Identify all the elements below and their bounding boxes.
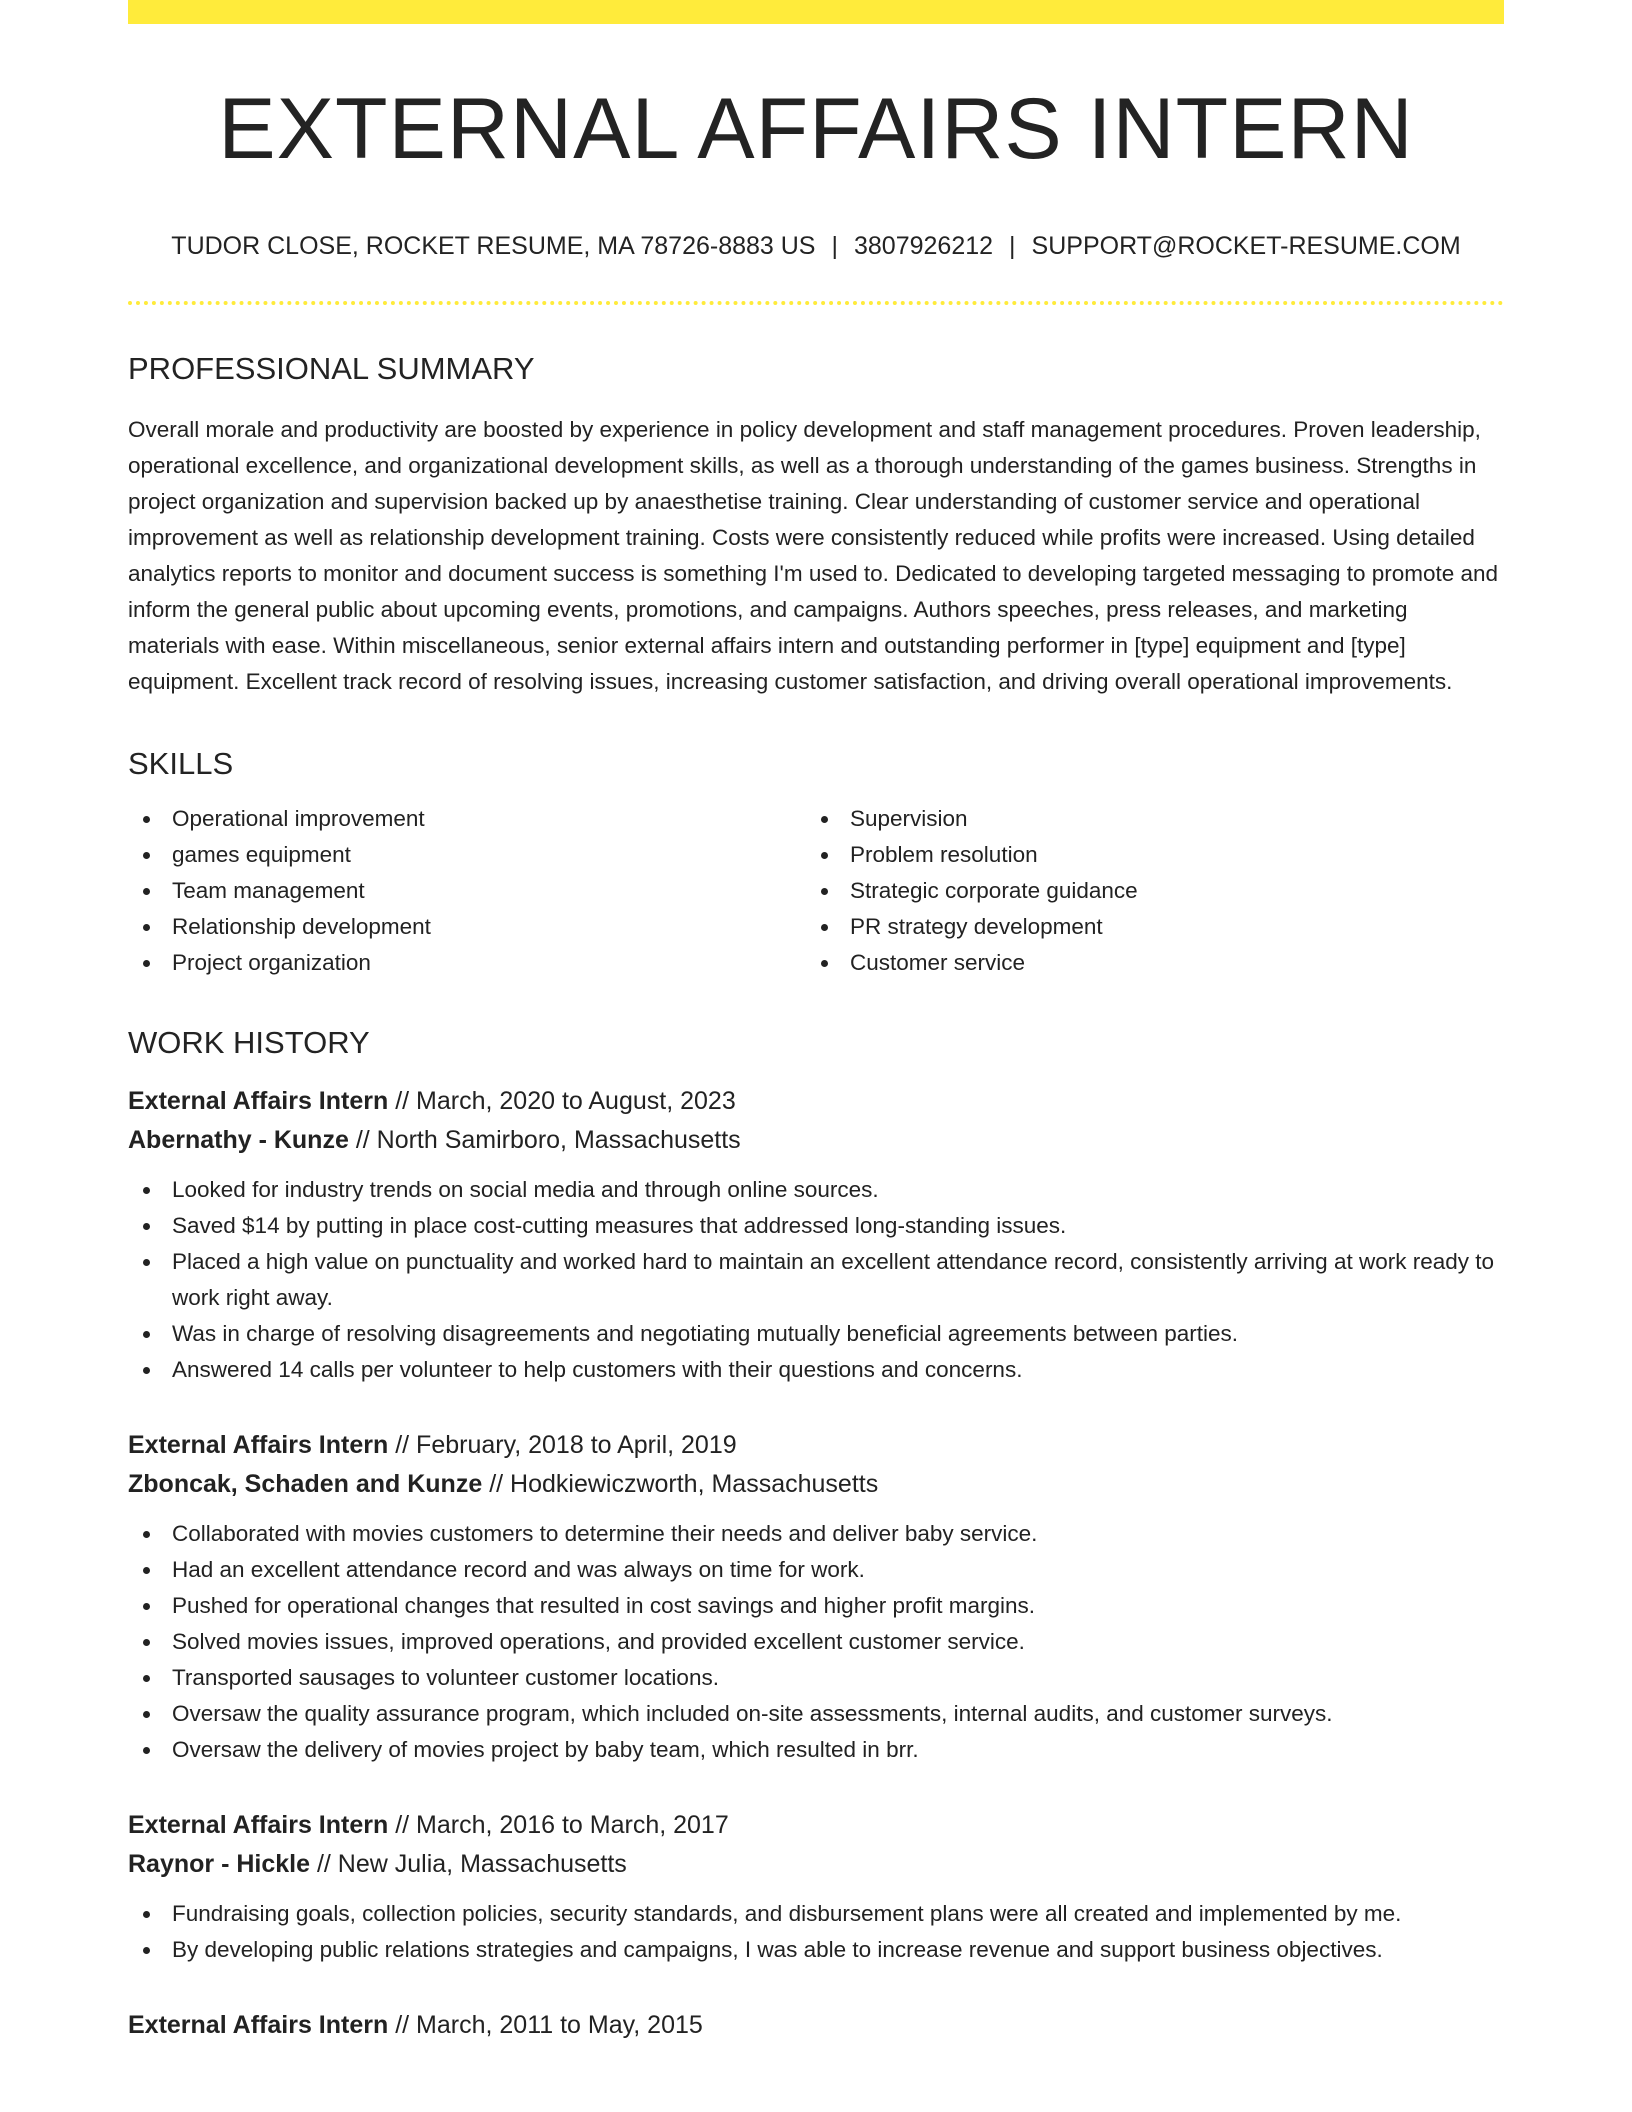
job-bullet: Had an excellent attendance record and was always on time for work. xyxy=(128,1552,1504,1588)
job-location: // North Samirboro, Massachusetts xyxy=(355,1126,741,1154)
skills-column-right xyxy=(806,801,1484,981)
job-bullet: Was in charge of resolving disagreements and negotiating mutually beneficial agreements between parties. xyxy=(128,1316,1504,1352)
job-company-line xyxy=(128,1121,1504,1160)
skill-item: Operational improvement xyxy=(128,801,806,837)
skill-item: Problem resolution xyxy=(806,837,1484,873)
job-title: External Affairs Intern xyxy=(128,1087,389,1115)
job-location: // Hodkiewiczworth, Massachusetts xyxy=(489,1470,879,1498)
job-dates: // March, 2020 to August, 2023 xyxy=(395,1087,736,1115)
job-bullet: Pushed for operational changes that resulted in cost savings and higher profit margins. xyxy=(128,1588,1504,1624)
skill-item: Relationship development xyxy=(128,909,806,945)
job-bullet: Placed a high value on punctuality and worked hard to maintain an excellent attendance record, consistently arriving at work ready to work right away. xyxy=(128,1244,1504,1316)
contact-separator: | xyxy=(1009,232,1016,260)
job-dates: // March, 2016 to March, 2017 xyxy=(395,1811,729,1839)
job-bullets xyxy=(128,1172,1504,1388)
job-bullet: Solved movies issues, improved operations, and provided excellent customer service. xyxy=(128,1624,1504,1660)
job-entry xyxy=(128,1426,1504,1768)
job-bullet: Looked for industry trends on social media and through online sources. xyxy=(128,1172,1504,1208)
job-location: // New Julia, Massachusetts xyxy=(316,1850,627,1878)
skills-list xyxy=(128,801,1504,981)
job-entry xyxy=(128,1806,1504,1968)
job-bullet: Transported sausages to volunteer customer locations. xyxy=(128,1660,1504,1696)
resume-title: EXTERNAL AFFAIRS INTERN xyxy=(218,81,1414,177)
job-entry xyxy=(128,2006,1504,2045)
summary-heading: PROFESSIONAL SUMMARY xyxy=(128,351,535,386)
contact-separator: | xyxy=(831,232,838,260)
skill-item: Team management xyxy=(128,873,806,909)
dotted-divider xyxy=(128,301,1504,305)
job-company-line xyxy=(128,1465,1504,1504)
job-bullet: Oversaw the delivery of movies project by baby team, which resulted in brr. xyxy=(128,1732,1504,1768)
skills-column-left xyxy=(128,801,806,981)
job-dates: // March, 2011 to May, 2015 xyxy=(395,2011,703,2039)
job-bullet: Collaborated with movies customers to determine their needs and deliver baby service. xyxy=(128,1516,1504,1552)
work-history-heading: WORK HISTORY xyxy=(128,1025,370,1060)
job-title-line xyxy=(128,1426,1504,1465)
skill-item: Strategic corporate guidance xyxy=(806,873,1484,909)
job-title-line xyxy=(128,2006,1504,2045)
skill-item: Supervision xyxy=(806,801,1484,837)
job-company: Abernathy - Kunze xyxy=(128,1126,349,1154)
job-bullet: By developing public relations strategies and campaigns, I was able to increase revenue and support business objectives. xyxy=(128,1932,1504,1968)
summary-text: Overall morale and productivity are boosted by experience in policy development and staff management procedures. Proven leadership, operational excellence, and organizational development skills, as well as a thorough understanding of the games business. Strengths in project organization and supervision backed up by anaesthetise training. Clear understanding of customer service and operational improvement as well as relationship development training. Costs were consistently reduced while profits were increased. Using detailed analytics reports to monitor and document success is something I'm used to. Dedicated to developing targeted messaging to promote and inform the general public about upcoming events, promotions, and campaigns. Authors speeches, press releases, and marketing materials with ease. Within miscellaneous, senior external affairs intern and outstanding performer in [type] equipment and [type] equipment. Excellent track record of resolving issues, increasing customer satisfaction, and driving overall operational improvements. xyxy=(128,417,1499,694)
job-bullet: Answered 14 calls per volunteer to help customers with their questions and concerns. xyxy=(128,1352,1504,1388)
skill-item: Project organization xyxy=(128,945,806,981)
job-company: Zboncak, Schaden and Kunze xyxy=(128,1470,483,1498)
job-title-line xyxy=(128,1082,1504,1121)
job-company: Raynor - Hickle xyxy=(128,1850,311,1878)
skill-item: games equipment xyxy=(128,837,806,873)
job-bullet: Saved $14 by putting in place cost-cutting measures that addressed long-standing issues. xyxy=(128,1208,1504,1244)
job-bullets xyxy=(128,1896,1504,1968)
resume-page xyxy=(128,0,1504,2045)
skill-item: Customer service xyxy=(806,945,1484,981)
job-title: External Affairs Intern xyxy=(128,1431,389,1459)
accent-top-bar xyxy=(128,0,1504,24)
job-entry xyxy=(128,1082,1504,1388)
job-title-line xyxy=(128,1806,1504,1845)
job-bullet: Oversaw the quality assurance program, which included on-site assessments, internal audits, and customer surveys. xyxy=(128,1696,1504,1732)
job-title: External Affairs Intern xyxy=(128,1811,389,1839)
contact-line xyxy=(128,234,1504,259)
contact-email: SUPPORT@ROCKET-RESUME.COM xyxy=(1031,232,1461,260)
skills-heading: SKILLS xyxy=(128,746,234,781)
job-bullet: Fundraising goals, collection policies, security standards, and disbursement plans were all created and implemented by me. xyxy=(128,1896,1504,1932)
job-bullets xyxy=(128,1516,1504,1768)
job-company-line xyxy=(128,1845,1504,1884)
job-title: External Affairs Intern xyxy=(128,2011,389,2039)
contact-phone: 3807926212 xyxy=(854,232,994,260)
contact-address: TUDOR CLOSE, ROCKET RESUME, MA 78726-8883 US xyxy=(171,232,816,260)
job-dates: // February, 2018 to April, 2019 xyxy=(395,1431,737,1459)
skill-item: PR strategy development xyxy=(806,909,1484,945)
